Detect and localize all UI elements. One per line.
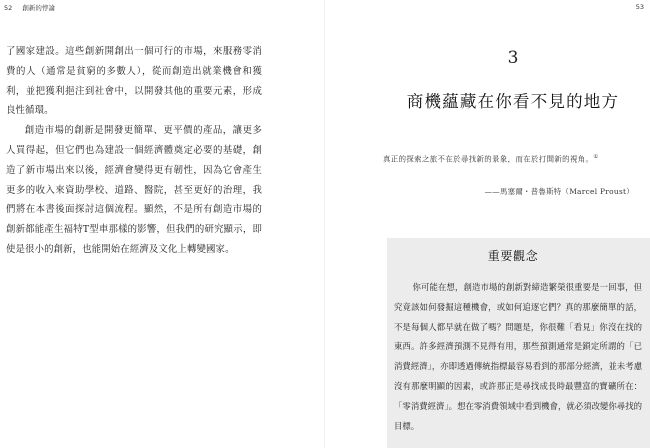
paragraph-2: 創造市場的創新是開發更簡單、更平價的產品，讓更多人買得起，但它們也為建設一個經濟體奠定必要的基礎，創造了新市場出來以後，經濟會變得更有韌性，因為它會產生更多的收入來資助學校、道路、醫院，甚至更好的治理，我們將在本書後面探討這個流程。顯然，不是所有創造市場的創新都能產生福特T型車那樣的影響，但我們的研究顯示，即使是很小的創新，也能開始在經濟及文化上轉變國家。 [6,125,262,255]
left-running-head [4,3,55,12]
epigraph-text: 真正的探索之旅不在於尋找新的景象，而在於打開新的視角。 [383,154,594,164]
footnote-marker: ① [593,154,599,160]
chapter-title: 商機蘊藏在你看不見的地方 [406,92,620,111]
right-page [325,0,650,448]
right-page-number: 53 [635,3,644,11]
epigraph-attribution: ——馬塞爾・普魯斯特（Marcel Proust） [484,187,634,196]
running-head-title: 創新的悖論 [22,4,55,12]
chapter-number: 3 [507,48,519,68]
key-concept-box [387,238,650,448]
key-concept-paragraph: 你可能在想，創造市場的創新對締造繁榮很重要是一回事，但究竟該如何發掘這種機會，或如何追逐它們？真的那麼簡單的話，不是每個人都早就在做了嗎？問題是，你很難「看見」你沒在找的東西。許多經濟預測不見得有用，那些預測通常是鎖定所謂的「已消費經濟」，亦即透過傳統指標最容易看到的那部分經濟，並未考慮沒有那麼明顯的因素，或許那正是尋找成長時最豐富的寶礦所在：「零消費經濟」。想在零消費領域中看到機會，就必須改變你尋找的目標。 [394,282,642,431]
paragraph-1: 了國家建設。這些創新開創出一個可行的市場，來服務零消費的人（通常是貧窮的多數人），從而創造出就業機會和獲利，並把獲利挹注到社會中，以開發其他的重要元素，形成良性循環。 [6,46,262,117]
key-concept-heading: 重要觀念 [487,249,539,263]
epigraph [383,148,645,168]
key-concept-body [394,278,642,436]
left-page-number: 52 [4,4,13,12]
left-body-text [6,42,262,260]
